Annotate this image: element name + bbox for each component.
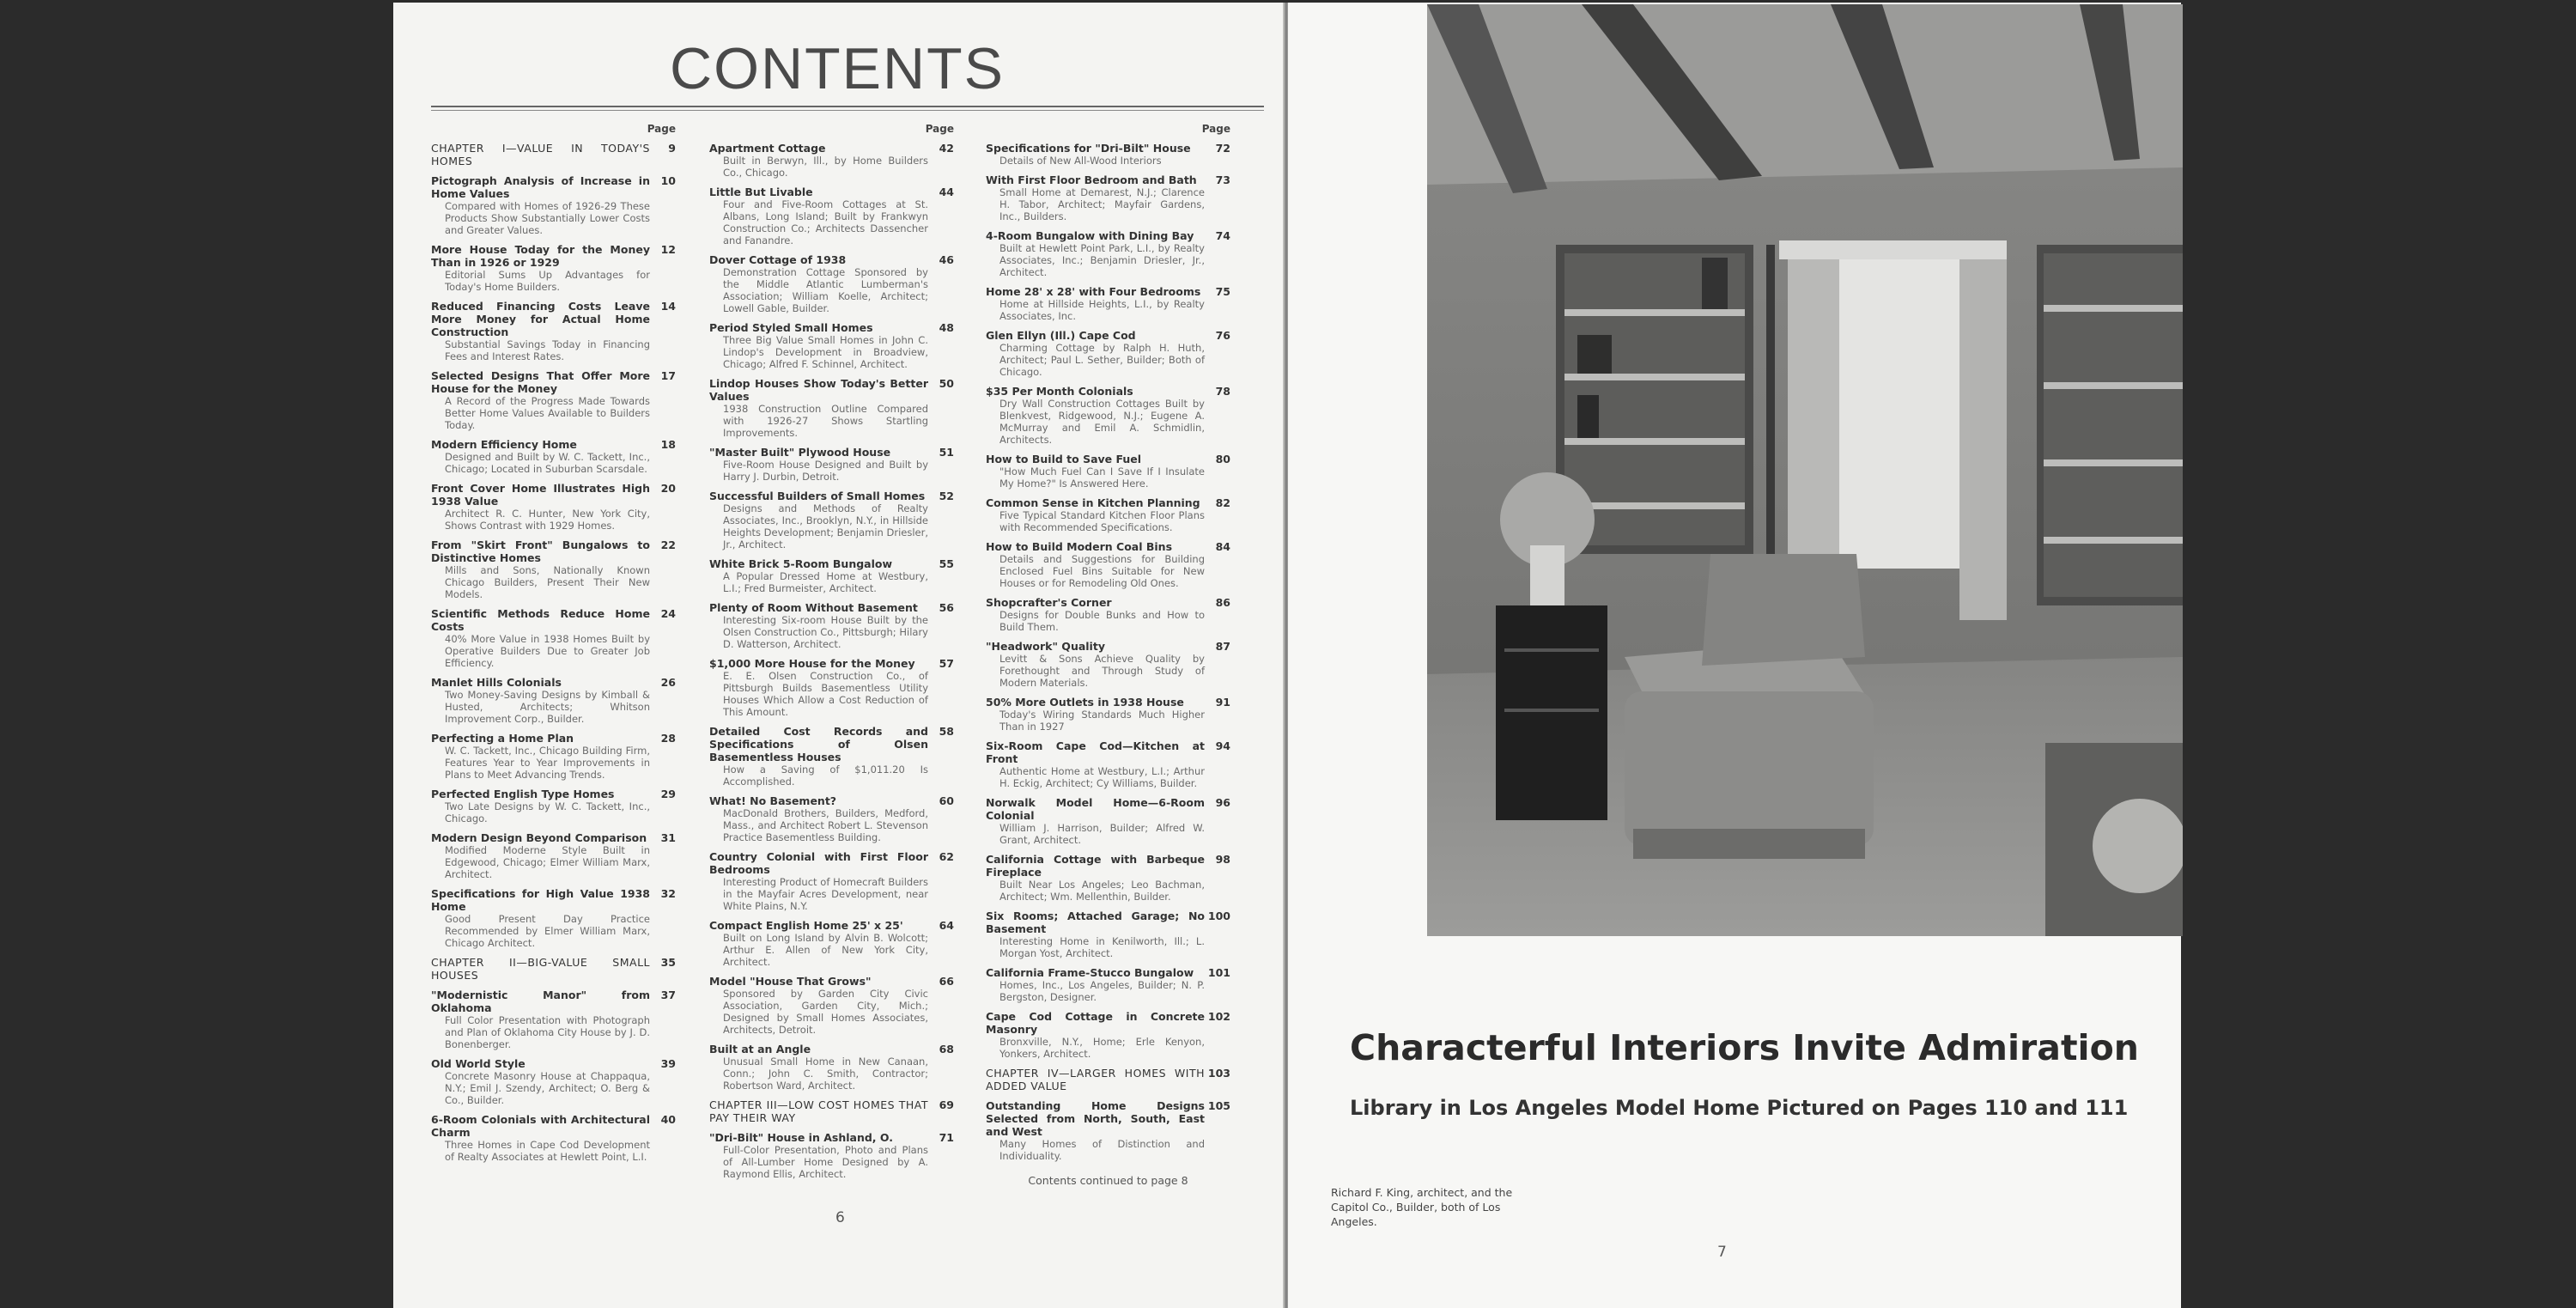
toc-entry-description: Two Money-Saving Designs by Kimball & Husted, Architects; Whitson Improvement Corp., Builder. bbox=[445, 689, 650, 725]
toc-page-number: 86 bbox=[1215, 596, 1230, 609]
toc-entry-description: Small Home at Demarest, N.J.; Clarence H. Tabor, Architect; Mayfair Gardens, Inc., Builders. bbox=[999, 186, 1205, 222]
toc-entry-description: Levitt & Sons Achieve Quality by Forethought and Through Study of Modern Materials. bbox=[999, 653, 1205, 689]
toc-entry-title: Scientific Methods Reduce Home Costs bbox=[431, 607, 650, 633]
toc-page-number: 17 bbox=[660, 369, 676, 382]
toc-entry bbox=[986, 173, 1230, 222]
toc-entry-description: Two Late Designs by W. C. Tackett, Inc., Chicago. bbox=[445, 800, 650, 824]
toc-entry-title: How to Build Modern Coal Bins bbox=[986, 540, 1173, 553]
toc-entry-description: "How Much Fuel Can I Save If I Insulate My Home?" Is Answered Here. bbox=[999, 465, 1205, 490]
toc-entry bbox=[709, 850, 954, 912]
toc-page-number: 71 bbox=[939, 1131, 954, 1144]
toc-page-number: 29 bbox=[660, 788, 676, 800]
toc-entry-description: A Popular Dressed Home at Westbury, L.I.; Fred Burmeister, Architect. bbox=[723, 570, 928, 594]
toc-entry-description: Architect R. C. Hunter, New York City, Shows Contrast with 1929 Homes. bbox=[445, 508, 650, 532]
toc-entry bbox=[986, 1099, 1230, 1162]
toc-entry bbox=[431, 174, 676, 236]
toc-entry-title: Shopcrafter's Corner bbox=[986, 596, 1112, 609]
toc-entry-title: California Cottage with Barbeque Fireplace bbox=[986, 853, 1205, 879]
toc-entry bbox=[986, 329, 1230, 378]
toc-entry-title: Specifications for High Value 1938 Home bbox=[431, 887, 650, 913]
toc-entry-description: Built at Hewlett Point Park, L.I., by Realty Associates, Inc.; Benjamin Driesler, Jr., Architect. bbox=[999, 242, 1205, 278]
left-page bbox=[393, 3, 1285, 1308]
toc-entry bbox=[709, 725, 954, 788]
toc-entry bbox=[431, 538, 676, 600]
toc-page-number: 72 bbox=[1215, 142, 1230, 155]
toc-entry-description: Concrete Masonry House at Chappaqua, N.Y.; Emil J. Szendy, Architect; O. Berg & Co., Builder. bbox=[445, 1070, 650, 1106]
toc-entry bbox=[986, 285, 1230, 322]
toc-entry bbox=[431, 300, 676, 362]
toc-entry-title: Old World Style bbox=[431, 1057, 526, 1070]
toc-entry-title: Modern Efficiency Home bbox=[431, 438, 577, 451]
toc-entry-description: Many Homes of Distinction and Individuality. bbox=[999, 1138, 1205, 1162]
toc-entry-description: Unusual Small Home in New Canaan, Conn.; John C. Smith, Contractor; Robertson Ward, Architect. bbox=[723, 1056, 928, 1092]
toc-entry-description: Demonstration Cottage Sponsored by the Middle Atlantic Lumberman's Association; William Koelle, Architect; Lowell Gable, Builder. bbox=[723, 266, 928, 314]
toc-entry bbox=[431, 142, 676, 167]
toc-entry bbox=[986, 696, 1230, 733]
toc-page-number: 84 bbox=[1215, 540, 1230, 553]
toc-entry bbox=[431, 369, 676, 431]
toc-page-number: 42 bbox=[939, 142, 954, 155]
toc-entry bbox=[986, 540, 1230, 589]
toc-page-number: 100 bbox=[1207, 910, 1230, 922]
toc-page-number: 35 bbox=[660, 956, 676, 969]
toc-entry bbox=[709, 1043, 954, 1092]
toc-entry-title: Outstanding Home Designs Selected from North, South, East and West bbox=[986, 1099, 1205, 1138]
title-rule bbox=[431, 106, 1264, 107]
toc-entry-title: Successful Builders of Small Homes bbox=[709, 490, 926, 502]
toc-page-number: 58 bbox=[939, 725, 954, 738]
toc-entry-title: Modern Design Beyond Comparison bbox=[431, 831, 647, 844]
toc-page-number: 20 bbox=[660, 482, 676, 495]
toc-chapter-title: CHAPTER III—LOW COST HOMES THAT PAY THEIR WAY bbox=[709, 1098, 928, 1124]
toc-entry-title: "Modernistic Manor" from Oklahoma bbox=[431, 989, 650, 1014]
library-photo-illustration bbox=[1427, 4, 2183, 936]
toc-entry-title: $1,000 More House for the Money bbox=[709, 657, 915, 670]
toc-page-number: 9 bbox=[668, 142, 676, 155]
toc-column-1 bbox=[431, 123, 676, 1170]
toc-entry-description: Five-Room House Designed and Built by Harry J. Durbin, Detroit. bbox=[723, 459, 928, 483]
toc-entry bbox=[431, 831, 676, 880]
photo-credit: Richard F. King, architect, and the Capitol Co., Builder, both of Los Angeles. bbox=[1331, 1186, 1513, 1228]
toc-entry bbox=[709, 186, 954, 246]
toc-entry bbox=[709, 557, 954, 594]
toc-entry-title: Selected Designs That Offer More House for the Money bbox=[431, 369, 650, 395]
toc-entry-title: Dover Cottage of 1938 bbox=[709, 253, 847, 266]
toc-entry-description: William J. Harrison, Builder; Alfred W. Grant, Architect. bbox=[999, 822, 1205, 846]
toc-entry bbox=[709, 1131, 954, 1180]
toc-entry bbox=[709, 794, 954, 843]
toc-entry-title: How to Build to Save Fuel bbox=[986, 453, 1142, 465]
toc-page-number: 46 bbox=[939, 253, 954, 266]
toc-entry-title: More House Today for the Money Than in 1926 or 1929 bbox=[431, 243, 650, 269]
toc-entry-description: Dry Wall Construction Cottages Built by Blenkvest, Ridgewood, N.J.; Eugene A. McMurray and Emil A. Schmidlin, Architects. bbox=[999, 398, 1205, 446]
toc-entry-description: Substantial Savings Today in Financing Fees and Interest Rates. bbox=[445, 338, 650, 362]
toc-entry-title: Lindop Houses Show Today's Better Values bbox=[709, 377, 928, 403]
toc-page-number: 50 bbox=[939, 377, 954, 390]
toc-entry bbox=[431, 438, 676, 475]
toc-entry-title: Perfecting a Home Plan bbox=[431, 732, 574, 745]
toc-entry-title: California Frame-Stucco Bungalow bbox=[986, 966, 1194, 979]
toc-entry-description: E. E. Olsen Construction Co., of Pittsburgh Builds Basementless Utility Houses Which Allow a Cost Reduction of This Amount. bbox=[723, 670, 928, 718]
toc-entry-title: Glen Ellyn (Ill.) Cape Cod bbox=[986, 329, 1136, 342]
toc-entry bbox=[709, 142, 954, 179]
toc-chapter-title: CHAPTER II—BIG-VALUE SMALL HOUSES bbox=[431, 956, 650, 982]
toc-entry-description: Built Near Los Angeles; Leo Bachman, Architect; Wm. Mellenthin, Builder. bbox=[999, 879, 1205, 903]
toc-entry-description: Three Homes in Cape Cod Development of Realty Associates at Hewlett Point, L.I. bbox=[445, 1139, 650, 1163]
toc-page-number: 40 bbox=[660, 1113, 676, 1126]
toc-entry bbox=[709, 490, 954, 551]
toc-entry-title: Plenty of Room Without Basement bbox=[709, 601, 918, 614]
toc-entry bbox=[986, 385, 1230, 446]
toc-entry bbox=[431, 482, 676, 532]
toc-entry bbox=[709, 377, 954, 439]
toc-entry-title: Manlet Hills Colonials bbox=[431, 676, 562, 689]
toc-page-number: 26 bbox=[660, 676, 676, 689]
toc-entry-title: Perfected English Type Homes bbox=[431, 788, 615, 800]
toc-entry-title: Period Styled Small Homes bbox=[709, 321, 873, 334]
toc-page-number: 94 bbox=[1215, 739, 1230, 752]
toc-entry bbox=[431, 1113, 676, 1163]
toc-entry-description: Modified Moderne Style Built in Edgewood, Chicago; Elmer William Marx, Architect. bbox=[445, 844, 650, 880]
toc-entry-title: Six-Room Cape Cod—Kitchen at Front bbox=[986, 739, 1205, 765]
toc-page-number: 52 bbox=[939, 490, 954, 502]
toc-chapter-title: CHAPTER IV—LARGER HOMES WITH ADDED VALUE bbox=[986, 1067, 1205, 1092]
toc-page-number: 105 bbox=[1207, 1099, 1230, 1112]
toc-page-number: 102 bbox=[1207, 1010, 1230, 1023]
toc-entry bbox=[431, 788, 676, 824]
toc-page-number: 68 bbox=[939, 1043, 954, 1056]
subheadline: Library in Los Angeles Model Home Pictured on Pages 110 and 111 bbox=[1350, 1096, 2129, 1120]
toc-page-number: 10 bbox=[660, 174, 676, 187]
library-interior-photo bbox=[1427, 4, 2183, 936]
toc-entry bbox=[986, 910, 1230, 959]
toc-entry-title: Front Cover Home Illustrates High 1938 Value bbox=[431, 482, 650, 508]
toc-page-number: 37 bbox=[660, 989, 676, 1001]
toc-entry bbox=[709, 601, 954, 650]
toc-entry-description: Interesting Home in Kenilworth, Ill.; L. Morgan Yost, Architect. bbox=[999, 935, 1205, 959]
toc-column-2 bbox=[709, 123, 954, 1187]
toc-entry-title: "Headwork" Quality bbox=[986, 640, 1105, 653]
toc-entry-title: Norwalk Model Home—6-Room Colonial bbox=[986, 796, 1205, 822]
toc-entry-title: Compact English Home 25' x 25' bbox=[709, 919, 903, 932]
toc-entry bbox=[709, 446, 954, 483]
toc-entry-title: Apartment Cottage bbox=[709, 142, 826, 155]
right-page bbox=[1288, 3, 2181, 1308]
toc-entry bbox=[986, 496, 1230, 533]
toc-entry bbox=[431, 607, 676, 669]
toc-entry-description: 1938 Construction Outline Compared with 1926-27 Shows Startling Improvements. bbox=[723, 403, 928, 439]
toc-entry bbox=[986, 1010, 1230, 1060]
toc-entry bbox=[709, 975, 954, 1036]
toc-chapter-title: CHAPTER I—VALUE IN TODAY'S HOMES bbox=[431, 142, 650, 167]
toc-entry-title: From "Skirt Front" Bungalows to Distinctive Homes bbox=[431, 538, 650, 564]
toc-entry bbox=[986, 640, 1230, 689]
toc-entry bbox=[431, 887, 676, 949]
toc-page-number: 76 bbox=[1215, 329, 1230, 342]
toc-entry-title: Reduced Financing Costs Leave More Money for Actual Home Construction bbox=[431, 300, 650, 338]
title-rule-thin bbox=[431, 110, 1264, 111]
toc-page-number: 74 bbox=[1215, 229, 1230, 242]
page-column-header: Page bbox=[925, 123, 954, 135]
toc-entry-description: Bronxville, N.Y., Home; Erle Kenyon, Yonkers, Architect. bbox=[999, 1036, 1205, 1060]
toc-entry-description: Built in Berwyn, Ill., by Home Builders Co., Chicago. bbox=[723, 155, 928, 179]
contents-title: CONTENTS bbox=[670, 36, 1005, 101]
toc-entry bbox=[709, 253, 954, 314]
toc-entry-title: Built at an Angle bbox=[709, 1043, 811, 1056]
toc-page-number: 56 bbox=[939, 601, 954, 614]
toc-entry bbox=[986, 142, 1230, 167]
toc-page-number: 98 bbox=[1215, 853, 1230, 866]
toc-page-number: 22 bbox=[660, 538, 676, 551]
toc-entry-title: White Brick 5-Room Bungalow bbox=[709, 557, 893, 570]
toc-page-number: 66 bbox=[939, 975, 954, 988]
toc-page-number: 62 bbox=[939, 850, 954, 863]
toc-page-number: 51 bbox=[939, 446, 954, 459]
toc-entry bbox=[431, 243, 676, 293]
toc-entry-description: Designed and Built by W. C. Tackett, Inc., Chicago; Located in Suburban Scarsdale. bbox=[445, 451, 650, 475]
toc-page-number: 60 bbox=[939, 794, 954, 807]
toc-entry-description: Designs for Double Bunks and How to Build Them. bbox=[999, 609, 1205, 633]
toc-entry-description: Sponsored by Garden City Civic Association, Garden City, Mich.; Designed by Small Homes Associates, Architects, Detroit. bbox=[723, 988, 928, 1036]
toc-entry-description: Compared with Homes of 1926-29 These Products Show Substantially Lower Costs and Greater Values. bbox=[445, 200, 650, 236]
toc-entry bbox=[709, 919, 954, 968]
toc-entry-description: Details of New All-Wood Interiors bbox=[999, 155, 1162, 167]
toc-page-number: 73 bbox=[1215, 173, 1230, 186]
toc-page-number: 18 bbox=[660, 438, 676, 451]
toc-entry-description: Built on Long Island by Alvin B. Wolcott; Arthur E. Allen of New York City, Architect. bbox=[723, 932, 928, 968]
toc-entry-title: Home 28' x 28' with Four Bedrooms bbox=[986, 285, 1201, 298]
toc-entry bbox=[431, 732, 676, 781]
toc-entry-description: Interesting Product of Homecraft Builders in the Mayfair Acres Development, near White Plains, N.Y. bbox=[723, 876, 928, 912]
toc-page-number: 78 bbox=[1215, 385, 1230, 398]
toc-page-number: 69 bbox=[939, 1098, 954, 1111]
toc-entry-title: Cape Cod Cottage in Concrete Masonry bbox=[986, 1010, 1205, 1036]
toc-entry bbox=[986, 453, 1230, 490]
toc-entry-title: Specifications for "Dri-Bilt" House bbox=[986, 142, 1191, 155]
toc-entry bbox=[986, 853, 1230, 903]
toc-entry bbox=[986, 796, 1230, 846]
toc-entry-description: W. C. Tackett, Inc., Chicago Building Firm, Features Year to Year Improvements in Plans to Meet Advancing Trends. bbox=[445, 745, 650, 781]
toc-entry-description: How a Saving of $1,011.20 Is Accomplished. bbox=[723, 764, 928, 788]
toc-entry-description: Details and Suggestions for Building Enclosed Fuel Bins Suitable for New Houses or for Remodeling Old Ones. bbox=[999, 553, 1205, 589]
toc-entry-description: Editorial Sums Up Advantages for Today's Home Builders. bbox=[445, 269, 650, 293]
toc-entry bbox=[986, 1067, 1230, 1092]
left-page-number: 6 bbox=[835, 1209, 845, 1226]
toc-entry-title: 50% More Outlets in 1938 House bbox=[986, 696, 1184, 709]
page-column-header: Page bbox=[1201, 123, 1230, 135]
toc-entry-description: Charming Cottage by Ralph H. Huth, Architect; Paul L. Sether, Builder; Both of Chicago. bbox=[999, 342, 1205, 378]
toc-page-number: 57 bbox=[939, 657, 954, 670]
toc-entry bbox=[986, 229, 1230, 278]
toc-page-number: 24 bbox=[660, 607, 676, 620]
toc-entry-title: "Dri-Bilt" House in Ashland, O. bbox=[709, 1131, 893, 1144]
toc-page-number: 80 bbox=[1215, 453, 1230, 465]
toc-entry-title: 4-Room Bungalow with Dining Bay bbox=[986, 229, 1194, 242]
toc-page-number: 96 bbox=[1215, 796, 1230, 809]
toc-entry bbox=[986, 596, 1230, 633]
toc-page-number: 91 bbox=[1215, 696, 1230, 709]
toc-page-number: 31 bbox=[660, 831, 676, 844]
toc-entry-title: $35 Per Month Colonials bbox=[986, 385, 1133, 398]
toc-entry bbox=[709, 1098, 954, 1124]
toc-entry bbox=[986, 966, 1230, 1003]
toc-entry-description: Full Color Presentation with Photograph and Plan of Oklahoma City House by J. D. Bonenberger. bbox=[445, 1014, 650, 1050]
toc-entry-description: Four and Five-Room Cottages at St. Albans, Long Island; Built by Frankwyn Construction Co.; Architects Dassencher and Fanandre. bbox=[723, 198, 928, 246]
toc-page-number: 14 bbox=[660, 300, 676, 313]
toc-page-number: 39 bbox=[660, 1057, 676, 1070]
toc-entry-description: Mills and Sons, Nationally Known Chicago Builders, Present Their New Models. bbox=[445, 564, 650, 600]
toc-page-number: 64 bbox=[939, 919, 954, 932]
right-page-number: 7 bbox=[1717, 1244, 1727, 1261]
toc-entry-description: Authentic Home at Westbury, L.I.; Arthur H. Eckig, Architect; Cy Williams, Builder. bbox=[999, 765, 1205, 789]
toc-entry bbox=[431, 1057, 676, 1106]
headline: Characterful Interiors Invite Admiration bbox=[1350, 1027, 2139, 1068]
toc-entry-description: Interesting Six-room House Built by the Olsen Construction Co., Pittsburgh; Hilary D. Watterson, Architect. bbox=[723, 614, 928, 650]
toc-page-number: 75 bbox=[1215, 285, 1230, 298]
toc-page-number: 28 bbox=[660, 732, 676, 745]
toc-entry-title: Detailed Cost Records and Specifications of Olsen Basementless Houses bbox=[709, 725, 928, 764]
toc-entry-title: Common Sense in Kitchen Planning bbox=[986, 496, 1200, 509]
toc-entry-title: What! No Basement? bbox=[709, 794, 837, 807]
toc-entry-description: Home at Hillside Heights, L.I., by Realty Associates, Inc. bbox=[999, 298, 1205, 322]
toc-entry-description: Today's Wiring Standards Much Higher Than in 1927 bbox=[999, 709, 1205, 733]
toc-page-number: 103 bbox=[1207, 1067, 1230, 1080]
toc-page-number: 101 bbox=[1207, 966, 1230, 979]
toc-page-number: 55 bbox=[939, 557, 954, 570]
toc-entry-title: With First Floor Bedroom and Bath bbox=[986, 173, 1197, 186]
toc-entry bbox=[431, 956, 676, 982]
toc-entry-description: Homes, Inc., Los Angeles, Builder; N. P. Bergston, Designer. bbox=[999, 979, 1205, 1003]
toc-entry-description: A Record of the Progress Made Towards Better Home Values Available to Builders Today. bbox=[445, 395, 650, 431]
toc-entry-description: Full-Color Presentation, Photo and Plans of All-Lumber Home Designed by A. Raymond Ellis, Architect. bbox=[723, 1144, 928, 1180]
toc-entry-description: Five Typical Standard Kitchen Floor Plans with Recommended Specifications. bbox=[999, 509, 1205, 533]
toc-entry-title: Model "House That Grows" bbox=[709, 975, 872, 988]
toc-entry bbox=[986, 739, 1230, 789]
toc-entry bbox=[431, 989, 676, 1050]
toc-entry-description: Three Big Value Small Homes in John C. Lindop's Development in Broadview, Chicago; Alfred F. Schinnel, Architect. bbox=[723, 334, 928, 370]
toc-page-number: 44 bbox=[939, 186, 954, 198]
toc-entry bbox=[709, 321, 954, 370]
toc-page-number: 82 bbox=[1215, 496, 1230, 509]
toc-entry-description: 40% More Value in 1938 Homes Built by Operative Builders Due to Greater Job Efficiency. bbox=[445, 633, 650, 669]
toc-page-number: 32 bbox=[660, 887, 676, 900]
toc-entry-title: Little But Livable bbox=[709, 186, 813, 198]
toc-entry-title: Six Rooms; Attached Garage; No Basement bbox=[986, 910, 1205, 935]
toc-page-number: 48 bbox=[939, 321, 954, 334]
toc-entry-title: "Master Built" Plywood House bbox=[709, 446, 891, 459]
toc-page-number: 87 bbox=[1215, 640, 1230, 653]
toc-column-3 bbox=[986, 123, 1230, 1187]
toc-entry-description: Designs and Methods of Realty Associates, Inc., Brooklyn, N.Y., in Hillside Heights Development; Benjamin Driesler, Jr., Architect. bbox=[723, 502, 928, 551]
toc-entry bbox=[431, 676, 676, 725]
page-column-header: Page bbox=[647, 123, 676, 135]
contents-continued-note: Contents continued to page 8 bbox=[1028, 1174, 1188, 1187]
toc-entry-description: MacDonald Brothers, Builders, Medford, Mass., and Architect Robert L. Stevenson Practice Basementless Building. bbox=[723, 807, 928, 843]
toc-entry-description: Good Present Day Practice Recommended by Elmer William Marx, Chicago Architect. bbox=[445, 913, 650, 949]
toc-entry-title: Pictograph Analysis of Increase in Home Values bbox=[431, 174, 650, 200]
toc-entry-title: 6-Room Colonials with Architectural Charm bbox=[431, 1113, 650, 1139]
toc-page-number: 12 bbox=[660, 243, 676, 256]
toc-entry bbox=[709, 657, 954, 718]
toc-entry-title: Country Colonial with First Floor Bedrooms bbox=[709, 850, 928, 876]
